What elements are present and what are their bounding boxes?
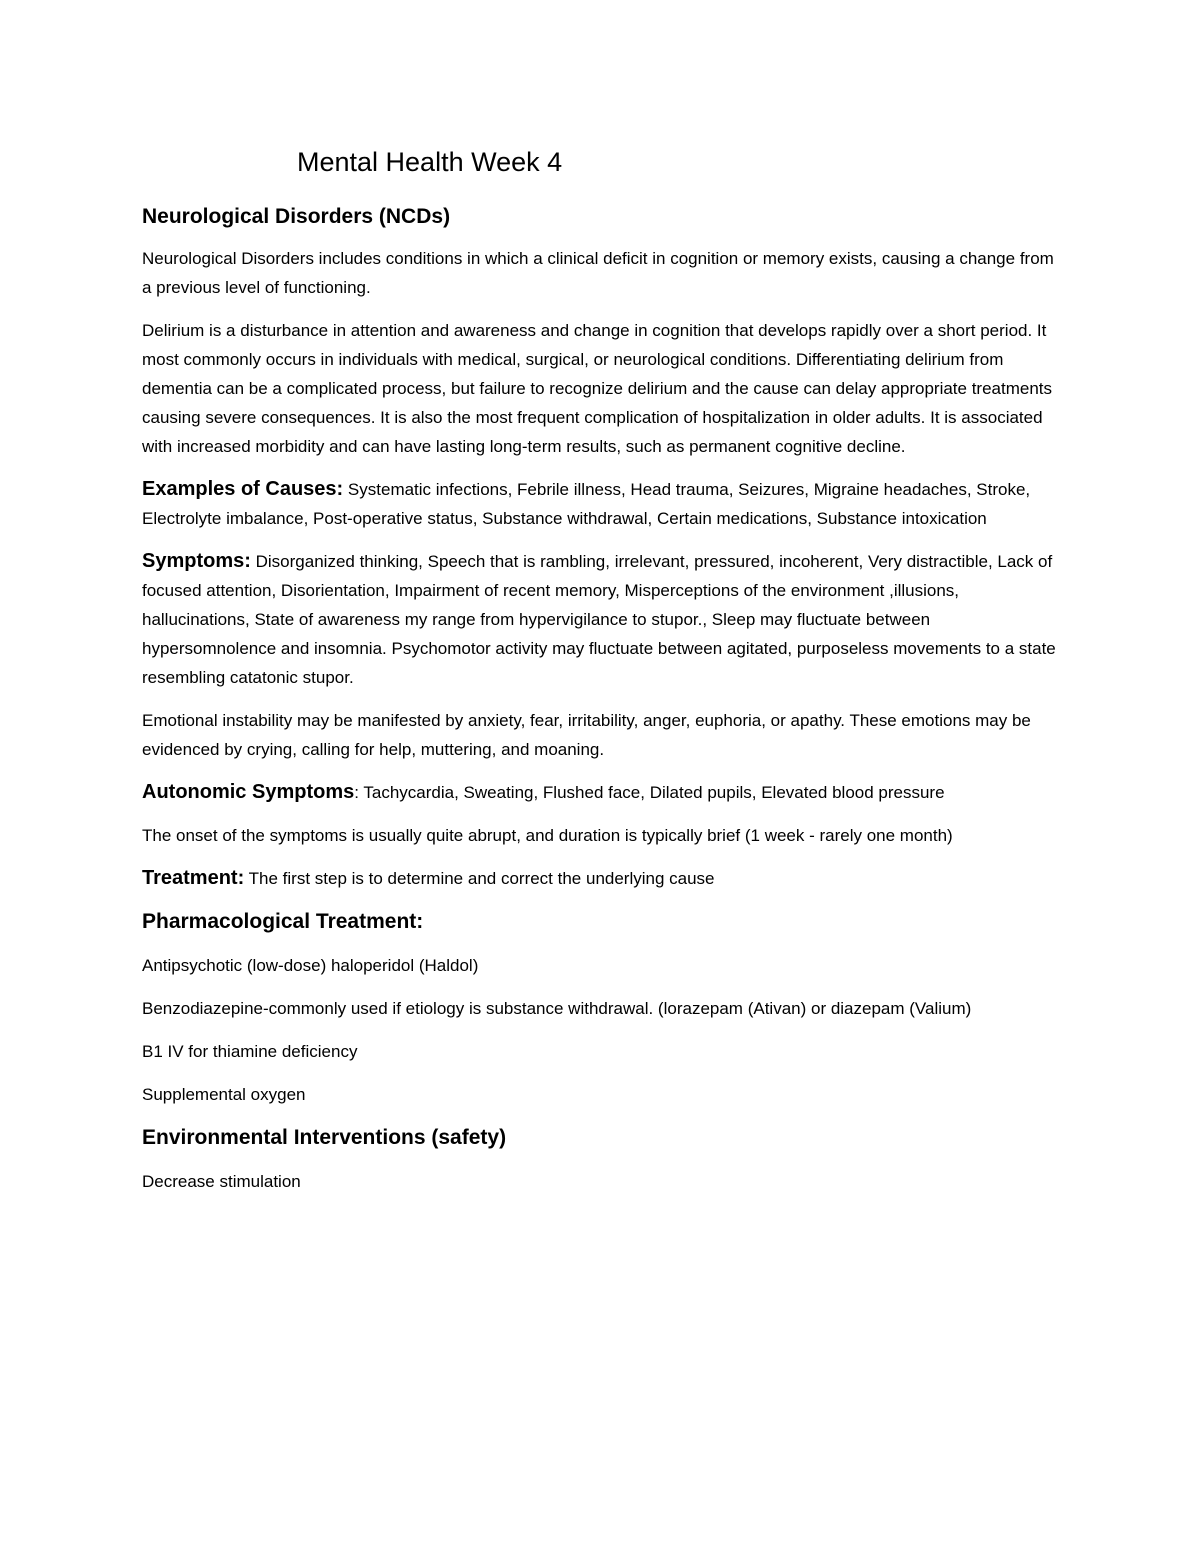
document-page (142, 140, 1062, 1210)
causes-text: Systematic infections, Febrile illness, Head trauma, Seizures, Migraine headaches, Stroke, Electrolyte imbalance, Post-operative status, Substance withdrawal, Certain medications, Substance intoxication (142, 480, 1031, 528)
autonomic-label: Autonomic Symptoms (142, 781, 355, 803)
pharmacological-item: Antipsychotic (low-dose) haloperidol (Haldol) (142, 956, 479, 975)
treatment-paragraph (142, 864, 1062, 893)
pharmacological-heading: Pharmacological Treatment: (142, 910, 424, 933)
pharmacological-item: Supplemental oxygen (142, 1085, 306, 1104)
ncd-heading: Neurological Disorders (NCDs) (142, 205, 451, 228)
environmental-item: Decrease stimulation (142, 1172, 301, 1191)
treatment-text: The first step is to determine and correct the underlying cause (244, 869, 715, 888)
emotional-paragraph: Emotional instability may be manifested by anxiety, fear, irritability, anger, euphoria, or apathy. These emotions may be evidenced by crying, calling for help, muttering, and moaning. (142, 711, 1031, 759)
treatment-label: Treatment: (142, 867, 245, 889)
pharmacological-item: Benzodiazepine-commonly used if etiology is substance withdrawal. (lorazepam (Ativan) or diazepam (Valium) (142, 999, 972, 1018)
document-title: Mental Health Week 4 (297, 147, 563, 177)
symptoms-label: Symptoms: (142, 550, 251, 572)
autonomic-text: : Tachycardia, Sweating, Flushed face, Dilated pupils, Elevated blood pressure (354, 783, 945, 802)
ncd-intro-paragraph: Neurological Disorders includes conditions in which a clinical deficit in cognition or memory exists, causing a change from a previous level of functioning. (142, 249, 1054, 297)
delirium-paragraph: Delirium is a disturbance in attention and awareness and change in cognition that develops rapidly over a short period. It most commonly occurs in individuals with medical, surgical, or neurological conditions. Differentiating delirium from dementia can be a complicated process, but failure to recognize delirium and the cause can delay appropriate treatments causing severe consequences. It is also the most frequent complication of hospitalization in older adults. It is associated with increased morbidity and can have lasting long-term results, such as permanent cognitive decline. (142, 321, 1053, 456)
symptoms-paragraph (142, 547, 1062, 692)
causes-label: Examples of Causes: (142, 478, 344, 500)
causes-paragraph (142, 475, 1062, 533)
autonomic-paragraph (142, 778, 1062, 807)
environmental-heading: Environmental Interventions (safety) (142, 1126, 507, 1149)
onset-paragraph: The onset of the symptoms is usually quite abrupt, and duration is typically brief (1 week - rarely one month) (142, 826, 953, 845)
pharmacological-item: B1 IV for thiamine deficiency (142, 1042, 358, 1061)
symptoms-text: Disorganized thinking, Speech that is rambling, irrelevant, pressured, incoherent, Very distractible, Lack of focused attention, Disorientation, Impairment of recent memory, Misperceptions of the environment ,illusions, hallucinations, State of awareness my range from hypervigilance to stupor., Sleep may fluctuate between hypersomnolence and insomnia. Psychomotor activity may fluctuate between agitated, purposeless movements to a state resembling catatonic stupor. (142, 552, 1056, 687)
